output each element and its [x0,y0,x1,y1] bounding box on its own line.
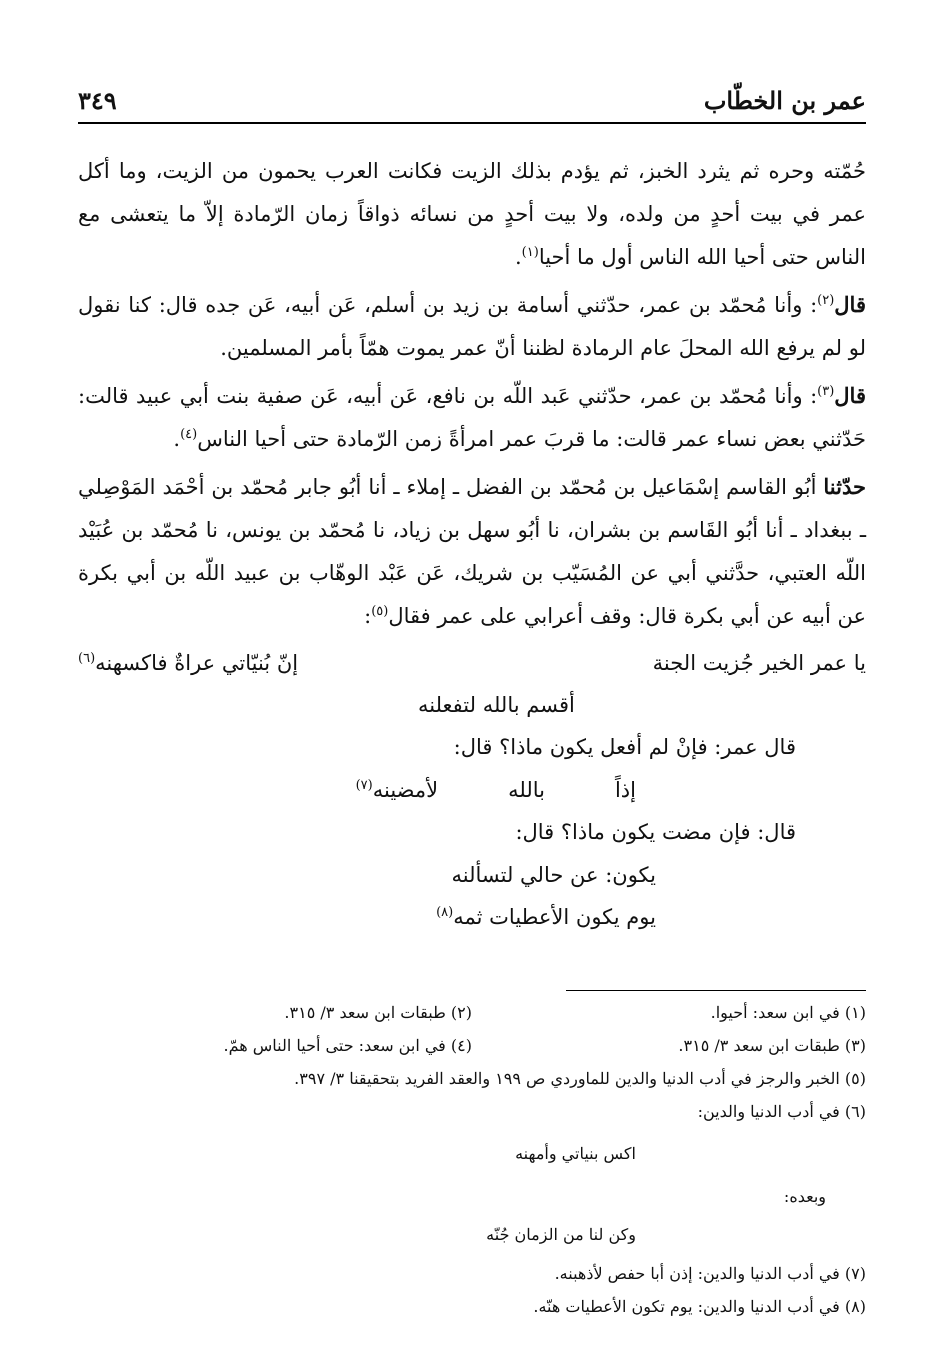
footnote-rule [566,990,866,991]
footnote-6: (٦) في أدب الدنيا والدين: [697,1102,866,1121]
paragraph-1: حُمّته وحره ثم يثرد الخبز، ثم يؤدم بذلك الزيت فكانت العرب يحمون من الزيت، وما أكل عمر في بيت أحدٍ من ولده، ولا بيت أحدٍ من نسائه ذواقاً زمان الرّمادة إلاّ ما يتعشى مع الناس حتى أحيا الله الناس أول ما أحيا$^{(١)}$. [78,159,866,269]
main-text [78,150,866,938]
footnote-8: (٨) في أدب الدنيا والدين: يوم تكون الأعطيات هنّه. [533,1297,866,1316]
verse-line-3: إذاً بالله لأمضينه$^{(٧)}$ [355,778,636,802]
header-rule [78,122,866,124]
footnote-ref: (٤) [180,427,198,442]
footnote-3: (٣) طبقات ابن سعد ٣/ ٣١٥. [678,1036,866,1055]
verse-line-4: يكون: عن حالي لتسألنه [451,863,656,887]
footnote-ref: (٢) [817,293,835,308]
paragraph-4: حدّثنا أبُو القاسم إسْمَاعيل بن مُحمّد بن الفضل ـ إملاء ـ أنا أبُو جابر مُحمّد بن أحْمَد المَوْصِلي ـ ببغداد ـ أنا أبُو القَاسم بن بشران، نا أبُو سهل بن زياد، نا مُحمّد بن يونس، نا مُحمّد بن عُبَيْد اللّه العتبي، حدَّثني أبي عن المُسَيّب بن شريك، عَن عَبْد الوهّاب بن عبيد اللّه بن أبي بكرة عن أبيه عن أبي بكرة قال: وقف أعرابي على عمر فقال$^{(٥)}$: [78,474,866,628]
footnote-row [78,996,866,1029]
footnote-6-verse-1: اكس بنياتي وأمهنه [515,1144,636,1163]
footnote-ref: (٨) [436,905,454,920]
running-title: عمر بن الخطّاب [703,86,866,115]
footnote-7: (٧) في أدب الدنيا والدين: إذن أبا حفص لأذهبنه. [554,1264,866,1283]
verse-line-2: أقسم بالله لتفعلنه [418,693,575,717]
footnote-ref: (٥) [371,604,389,619]
footnote-2: (٢) طبقات ابن سعد ٣/ ٣١٥. [284,1003,472,1022]
footnote-ref: (١) [521,245,539,260]
question-2: قال: فإن مضت يكون ماذا؟ قال: [515,820,796,844]
paragraph-3: قال$^{(٣)}$: وأنا مُحمّد بن عمر، حدّثني عَبد اللّه بن نافع، عَن أبيه، عَن صفية بنت أبي عبيد قالت: حَدّثني بعض نساء عمر قالت: ما قربَ عمر امرأةً زمن الرّمادة حتى أحيا الناس$^{(٤)}$. [78,383,866,451]
verse-line-5: يوم يكون الأعطيات ثمه$^{(٨)}$ [436,905,656,929]
running-header [78,80,866,120]
footnotes [78,996,866,1323]
footnote-ref: (٣) [817,384,835,399]
footnote-4: (٤) في ابن سعد: حتى أحيا الناس همّ. [223,1036,472,1055]
question-1: قال عمر: فإنْ لم أفعل يكون ماذا؟ قال: [453,735,796,759]
verse-line-1: يا عمر الخير جُزيت الجنة إنّ بُنيّاتي عراةٌ فاكسهنه$^{(٦)}$ [78,651,866,675]
footnote-ref: (٦) [78,651,96,666]
footnote-6-verse-2: وكن لنا من الزمان جُنّه [486,1225,636,1244]
footnote-ref: (٧) [355,778,373,793]
paragraph-2: قال$^{(٢)}$: وأنا مُحمّد بن عمر، حدّثني أسامة بن زيد بن أسلم، عَن أبيه، عَن جده قال: كنا نقول لو لم يرفع الله المحلَ عام الرمادة لظننا أنّ عمر يموت همّاً بأمر المسلمين. [78,292,866,360]
page-number: ٣٤٩ [78,86,117,115]
footnote-6-after: وبعده: [783,1187,826,1206]
footnote-5: (٥) الخبر والرجز في أدب الدنيا والدين للماوردي ص ١٩٩ والعقد الفريد بتحقيقنا ٣/ ٣٩٧. [294,1069,866,1088]
footnote-row [78,1029,866,1062]
footnote-1: (١) في ابن سعد: أحيوا. [710,1003,866,1022]
